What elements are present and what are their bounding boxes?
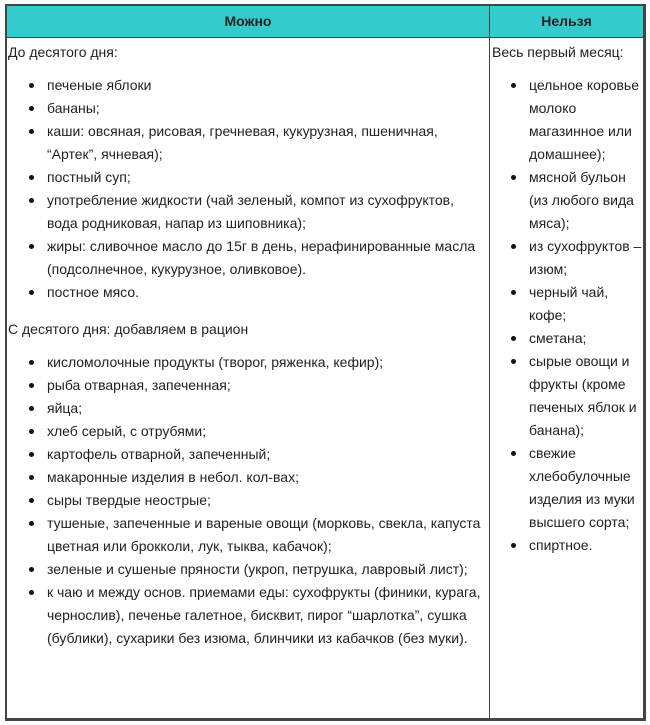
list-item: постное мясо.: [7, 281, 487, 304]
list-item: яйца;: [7, 397, 487, 420]
header-forbidden: Нельзя: [541, 13, 592, 29]
list-item: к чаю и между основ. приемами еды: сухофрукты (финики, курага, чернослив), печенье галетное, бисквит, пирог “шарлотка”, сушка (бублики), сухарики без изюма, блинчики из кабачков (без муки).: [7, 581, 487, 650]
list-item: печеные яблоки: [7, 74, 487, 97]
allowed-column: [7, 38, 487, 650]
list-item: мясной бульон (из любого вида мяса);: [491, 166, 643, 235]
list-item: каши: овсяная, рисовая, гречневая, кукурузная, пшеничная, “Артек”, ячневая);: [7, 120, 487, 166]
list-item: из сухофруктов – изюм;: [491, 235, 643, 281]
list-item: сметана;: [491, 327, 643, 350]
list-item: спиртное.: [491, 534, 643, 557]
list-item: кисломолочные продукты (творог, ряженка, кефир);: [7, 351, 487, 374]
allowed-list-1: [7, 74, 487, 304]
list-item: зеленые и сушеные пряности (укроп, петрушка, лавровый лист);: [7, 558, 487, 581]
list-item: макаронные изделия в небол. кол-вах;: [7, 466, 487, 489]
forbidden-column: [491, 38, 643, 557]
list-item: жиры: сливочное масло до 15г в день, нерафинированные масла (подсолнечное, кукурузное, оливковое).: [7, 235, 487, 281]
list-item: употребление жидкости (чай зеленый, компот из сухофруктов, вода родниковая, напар из шиповника);: [7, 189, 487, 235]
section-title-from-day-10: С десятого дня: добавляем в рацион: [8, 321, 249, 337]
list-item: картофель отварной, запеченный;: [7, 443, 487, 466]
table-header: [7, 6, 643, 38]
list-item: бананы;: [7, 97, 487, 120]
column-divider: [489, 6, 490, 718]
list-item: тушеные, запеченные и вареные овощи (морковь, свекла, капуста цветная или брокколи, лук, тыква, кабачок);: [7, 512, 487, 558]
list-item: сыры твердые неострые;: [7, 489, 487, 512]
list-item: сырые овощи и фрукты (кроме печеных яблок и банана);: [491, 350, 643, 442]
list-item: постный суп;: [7, 166, 487, 189]
list-item: свежие хлебобулочные изделия из муки высшего сорта;: [491, 442, 643, 534]
header-allowed: Можно: [224, 13, 272, 29]
allowed-list-2: [7, 351, 487, 650]
list-item: цельное коровье молоко магазинное или домашнее);: [491, 74, 643, 166]
diet-table: [5, 4, 646, 721]
list-item: хлеб серый, с отрубями;: [7, 420, 487, 443]
list-item: рыба отварная, запеченная;: [7, 374, 487, 397]
forbidden-list: [491, 74, 643, 557]
list-item: черный чай, кофе;: [491, 281, 643, 327]
section-title-before-day-10: До десятого дня:: [8, 44, 118, 60]
section-title-first-month: Весь первый месяц:: [492, 44, 624, 60]
